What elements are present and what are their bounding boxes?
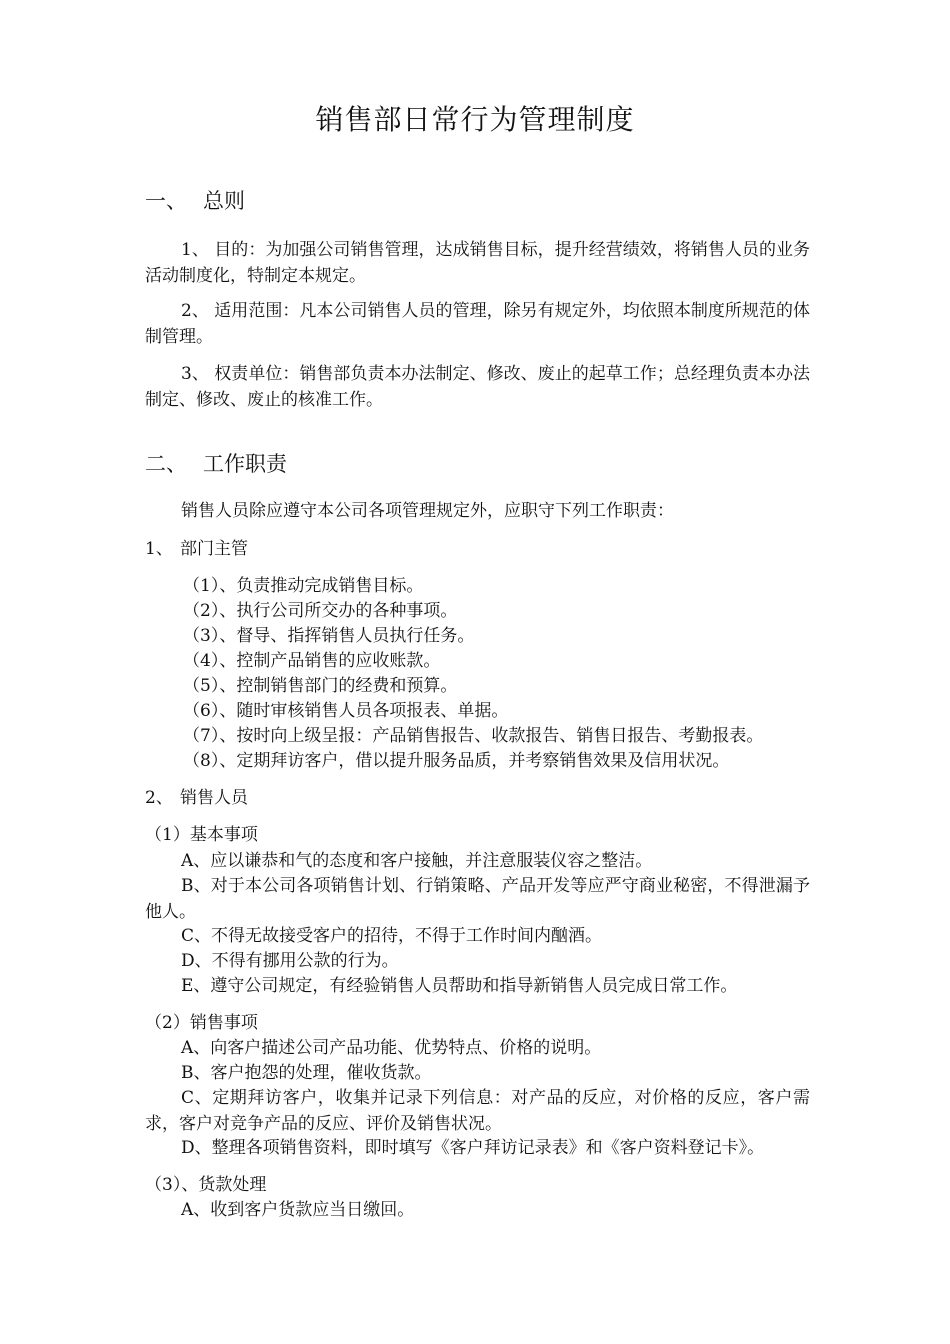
paragraph-scope: 2、 适用范围：凡本公司销售人员的管理，除另有规定外，均依照本制度所规范的体制管理。 [145, 301, 810, 347]
section-number: 一、 [145, 189, 187, 213]
paragraph-responsibility: 3、 权责单位：销售部负责本办法制定、修改、废止的起草工作；总经理负责本办法制定、修改、废止的核准工作。 [145, 364, 810, 410]
list-item: A、应以谦恭和气的态度和客户接触，并注意服装仪容之整洁。 [181, 851, 653, 871]
list-item: B、对于本公司各项销售计划、行销策略、产品开发等应严守商业秘密，不得泄漏予他人。 [145, 876, 810, 922]
list-item: （4）、控制产品销售的应收账款。 [183, 651, 441, 671]
role-heading-manager [145, 536, 248, 562]
section-heading-general [145, 185, 245, 215]
list-item: （1）、负责推动完成销售目标。 [183, 576, 424, 596]
list-item: C、不得无故接受客户的招待，不得于工作时间内酗酒。 [181, 926, 603, 946]
list-item: （5）、控制销售部门的经费和预算。 [183, 676, 458, 696]
duties-intro: 销售人员除应遵守本公司各项管理规定外，应职守下列工作职责： [181, 501, 674, 521]
paragraph-purpose: 1、 目的：为加强公司销售管理，达成销售目标，提升经营绩效，将销售人员的业务活动制度化，特制定本规定。 [145, 240, 810, 286]
list-item: （6）、随时审核销售人员各项报表、单据。 [183, 701, 509, 721]
list-item: （2）、执行公司所交办的各种事项。 [183, 601, 458, 621]
list-item: B、客户抱怨的处理，催收货款。 [181, 1063, 432, 1083]
list-item: A、向客户描述公司产品功能、优势特点、价格的说明。 [181, 1038, 602, 1058]
group-label-basic: （1）基本事项 [145, 825, 258, 845]
section-title: 总则 [203, 189, 245, 213]
list-item: E、遵守公司规定，有经验销售人员帮助和指导新销售人员完成日常工作。 [181, 976, 738, 996]
section-title: 工作职责 [203, 452, 287, 476]
role-name: 销售人员 [180, 788, 248, 808]
role-number: 2、 [145, 788, 173, 808]
list-item: A、收到客户货款应当日缴回。 [181, 1200, 415, 1220]
group-label-payment: （3）、货款处理 [145, 1175, 267, 1195]
section-number: 二、 [145, 452, 187, 476]
document-title: 销售部日常行为管理制度 [315, 103, 635, 136]
list-item: （8）、定期拜访客户，借以提升服务品质，并考察销售效果及信用状况。 [183, 751, 730, 771]
list-item: （3）、督导、指挥销售人员执行任务。 [183, 626, 475, 646]
list-item: D、不得有挪用公款的行为。 [181, 951, 399, 971]
section-heading-duties [145, 448, 287, 478]
list-item: D、整理各项销售资料，即时填写《客户拜访记录表》和《客户资料登记卡》。 [181, 1138, 765, 1158]
role-name: 部门主管 [180, 539, 248, 559]
role-heading-sales [145, 785, 248, 811]
role-number: 1、 [145, 539, 173, 559]
group-label-sales: （2）销售事项 [145, 1013, 258, 1033]
list-item: （7）、按时向上级呈报：产品销售报告、收款报告、销售日报告、考勤报表。 [183, 726, 764, 746]
list-item: C、定期拜访客户，收集并记录下列信息：对产品的反应，对价格的反应，客户需求，客户对竞争产品的反应、评价及销售状况。 [145, 1088, 810, 1134]
